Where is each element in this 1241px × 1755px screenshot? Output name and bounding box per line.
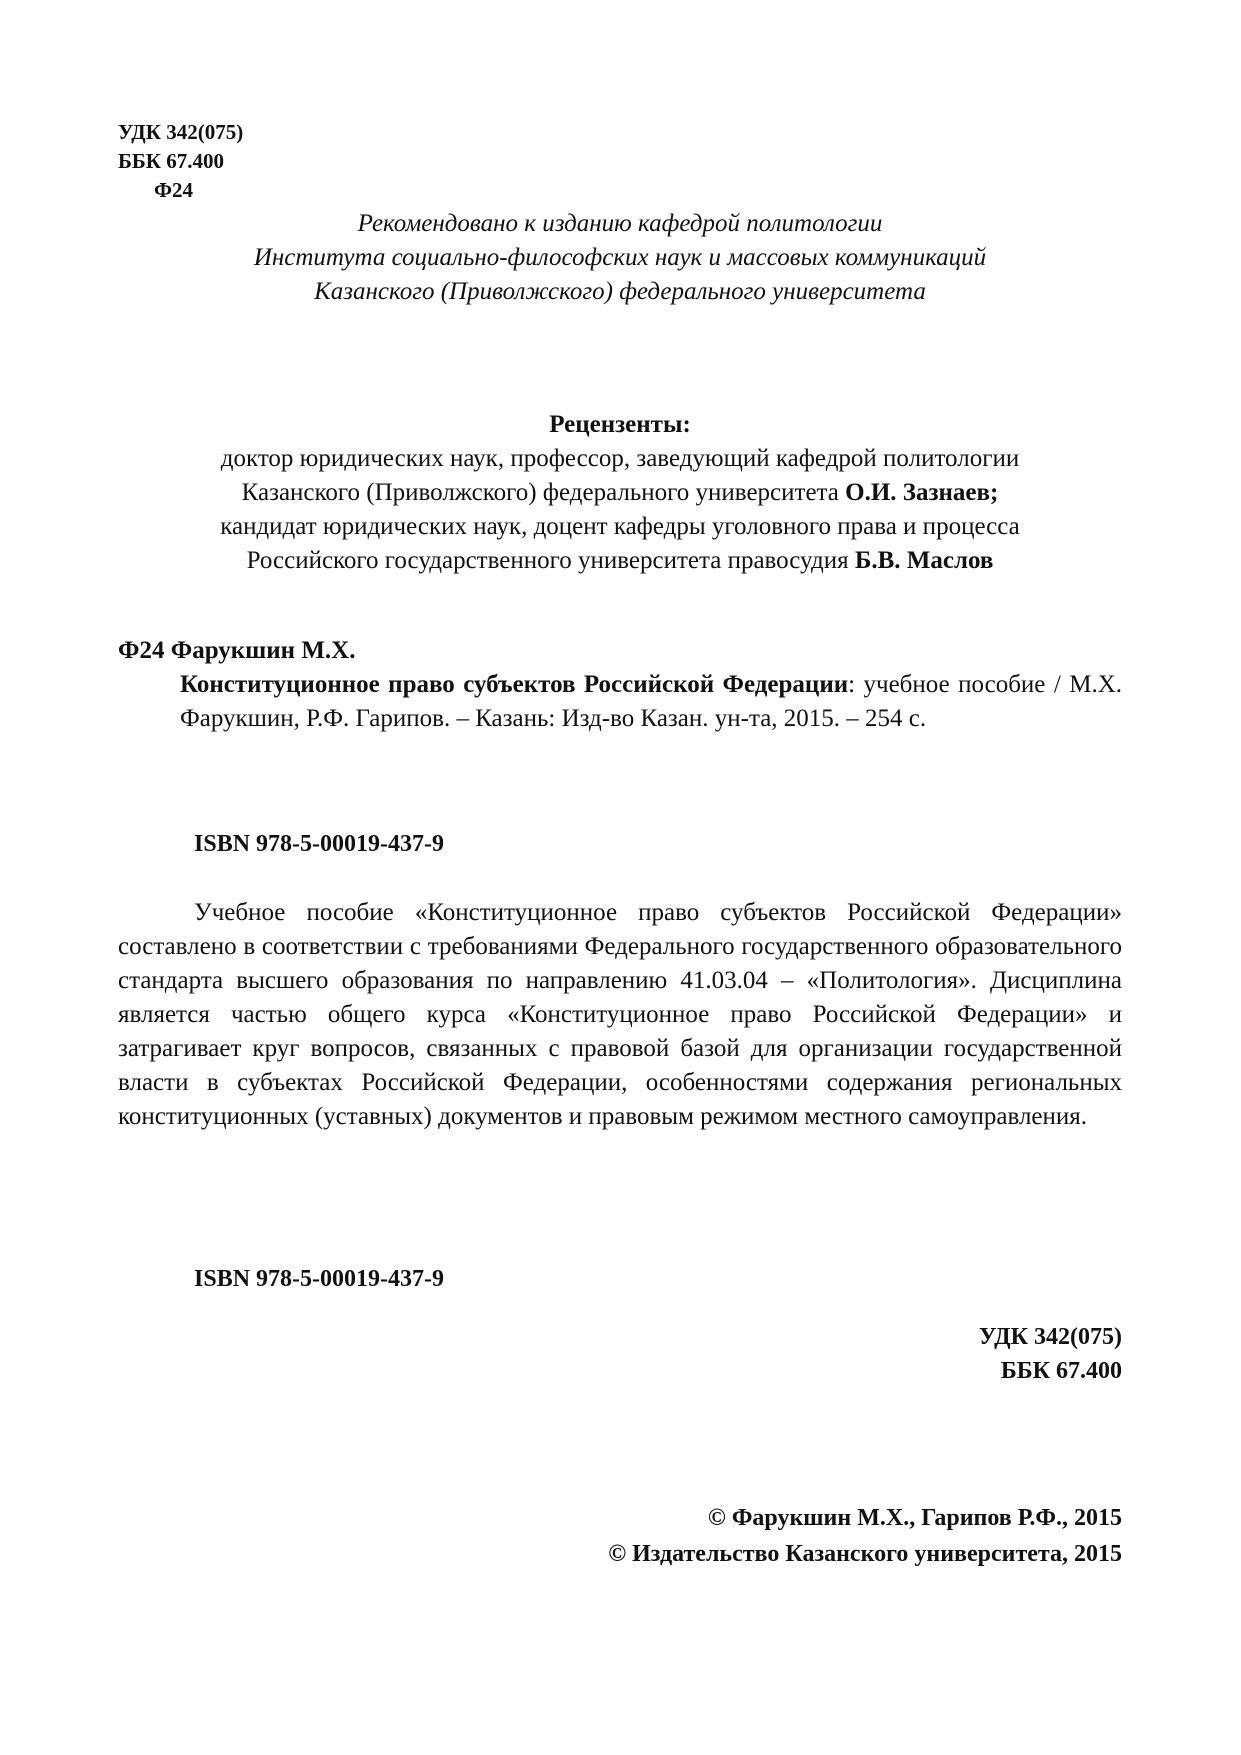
annotation-paragraph: Учебное пособие «Конституционное право субъектов Российской Федерации» составлено в соответствии с требованиями Федерального государственного образовательного стандарта высшего образования по направлению 41.03.04 – «Политология». Дисциплина является частью общего курса «Конституционное право Российской Федерации» и затрагивает круг вопросов, связанных с правовой базой для организации государственной власти в субъектах Российской Федерации, особенностями содержания региональных конституционных (уставных) документов и правовым режимом местного самоуправления. xyxy=(118,899,1122,1130)
udk-code: УДК 342(075) xyxy=(978,1324,1122,1350)
reviewers-block xyxy=(118,408,1122,578)
udk-code: УДК 342(075) xyxy=(118,120,244,144)
recommendation-line: Рекомендовано к изданию кафедрой политологии xyxy=(357,210,883,237)
recommendation-line: Казанского (Приволжского) федерального университета xyxy=(314,278,926,305)
bbk-code: ББК 67.400 xyxy=(118,149,224,173)
isbn-second: ISBN 978-5-00019-437-9 xyxy=(194,1266,444,1292)
isbn-first: ISBN 978-5-00019-437-9 xyxy=(194,831,444,857)
bibliographic-heading: Ф24 Фарукшин М.Х. xyxy=(118,637,356,664)
reviewer-line: кандидат юридических наук, доцент кафедры уголовного права и процесса xyxy=(220,513,1020,540)
copyright-block xyxy=(608,1500,1122,1572)
book-title: Конституционное право субъектов Российской Федерации xyxy=(180,671,849,698)
reviewer-affiliation: Казанского (Приволжского) федерального университета xyxy=(241,479,846,506)
author-mark: Ф24 xyxy=(154,178,194,202)
bibliographic-description xyxy=(180,668,1122,736)
copyright-line: © Фарукшин М.Х., Гарипов Р.Ф., 2015 xyxy=(707,1505,1122,1531)
copyright-line: © Издательство Казанского университета, 2015 xyxy=(608,1541,1122,1567)
recommendation-line: Института социально-философских наук и массовых коммуникаций xyxy=(253,244,987,271)
reviewer-line xyxy=(118,544,1122,578)
book-details: : учебное пособие / М.Х. Фарукшин, Р.Ф. Гарипов. – Казань: Изд-во Казан. ун-та, 2015. – 254 с. xyxy=(180,671,1122,732)
reviewer-line xyxy=(118,476,1122,510)
publication-recommendation xyxy=(118,207,1122,309)
bibliographic-record xyxy=(118,634,1122,736)
reviewers-title: Рецензенты: xyxy=(549,411,691,438)
reviewer-name: О.И. Зазнаев; xyxy=(845,479,999,506)
reviewer-line: доктор юридических наук, профессор, заведующий кафедрой политологии xyxy=(220,445,1020,472)
reviewer-name: Б.В. Маслов xyxy=(854,547,994,574)
reviewer-affiliation: Российского государственного университета правосудия xyxy=(246,547,855,574)
bbk-code: ББК 67.400 xyxy=(1000,1358,1122,1384)
classification-codes-bottom xyxy=(979,1320,1122,1388)
classification-codes-top xyxy=(118,118,243,205)
